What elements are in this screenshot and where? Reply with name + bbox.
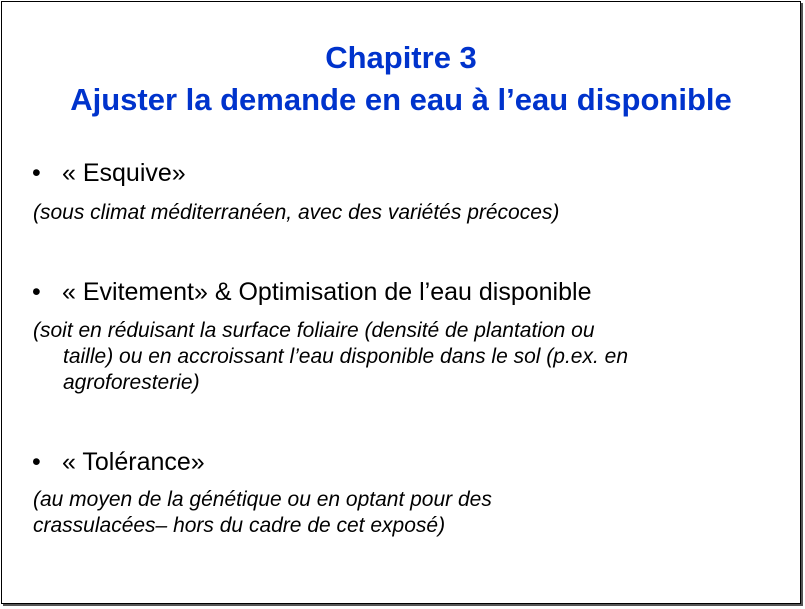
title-line-2: Ajuster la demande en eau à l’eau disponible	[70, 82, 732, 117]
bullet-esquive	[32, 159, 186, 188]
bullet-dot: •	[32, 278, 41, 306]
note-evitement	[33, 318, 628, 396]
slide-title	[2, 37, 800, 121]
note-esquive	[33, 200, 559, 226]
note-line: taille) ou en accroissant l’eau disponible dans le sol (p.ex. en	[63, 345, 629, 368]
bullet-heading: « Esquive»	[62, 159, 186, 187]
note-tolerance	[33, 487, 492, 539]
slide	[1, 1, 801, 604]
note-line: agroforesterie)	[63, 371, 200, 394]
note-line: (sous climat méditerranéen, avec des variétés précoces)	[33, 201, 560, 224]
note-line: (soit en réduisant la surface foliaire (densité de plantation ou	[33, 319, 595, 342]
note-line: (au moyen de la génétique ou en optant pour des	[33, 488, 492, 511]
bullet-evitement	[32, 278, 591, 307]
note-line: crassulacées– hors du cadre de cet exposé)	[33, 514, 446, 537]
bullet-dot: •	[32, 159, 41, 187]
bullet-dot: •	[32, 448, 41, 476]
bullet-tolerance	[32, 448, 205, 477]
bullet-heading: « Evitement» & Optimisation de l’eau disponible	[62, 278, 592, 306]
title-line-1: Chapitre 3	[325, 40, 477, 75]
bullet-heading: « Tolérance»	[62, 448, 205, 476]
